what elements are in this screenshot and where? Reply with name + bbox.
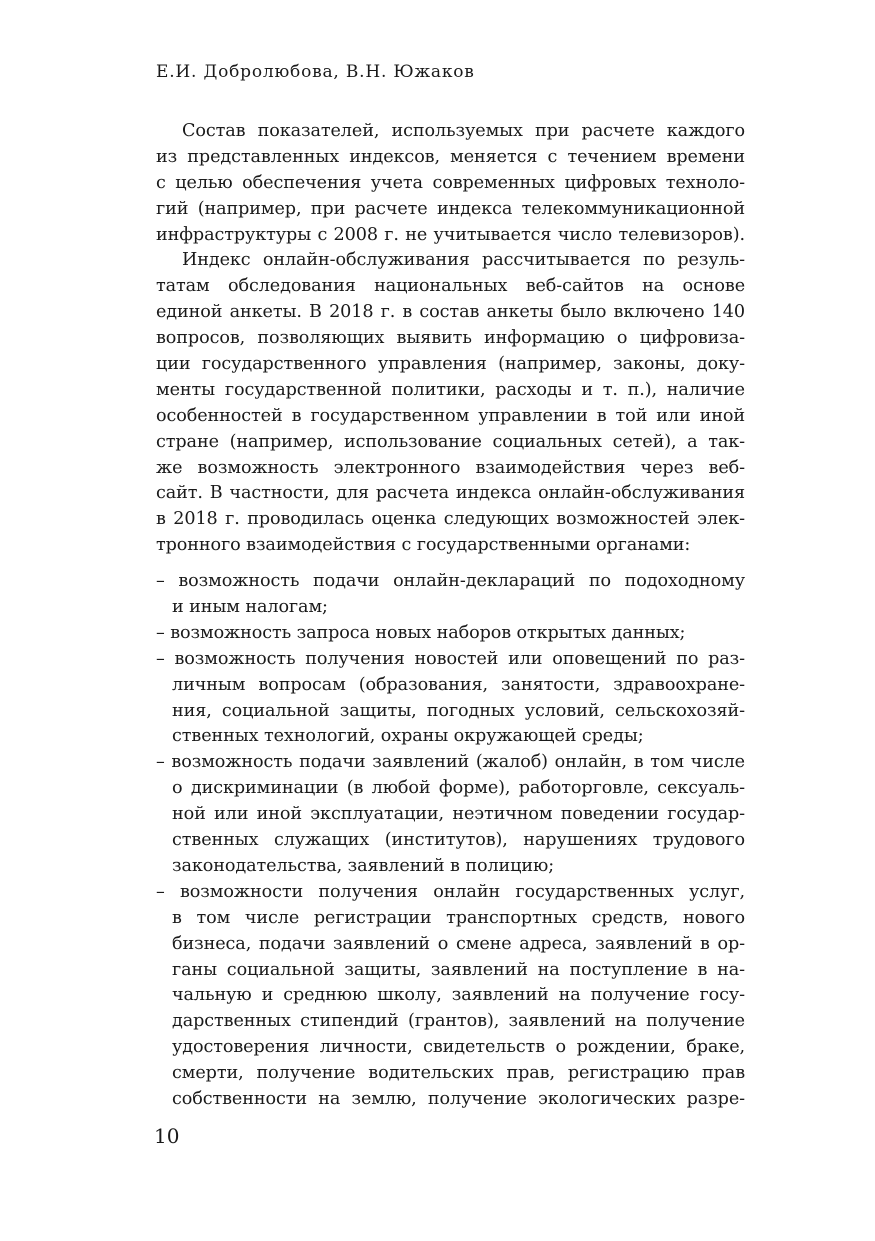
text-line: – возможность подачи заявлений (жалоб) онлайн, в том числе — [156, 752, 745, 773]
text-line: менты государственной политики, расходы и т. п.), наличие — [156, 379, 745, 400]
paragraph-1 — [156, 119, 745, 248]
text-line: ции государственного управления (например, законы, доку- — [156, 354, 745, 375]
paragraph-2 — [156, 248, 745, 559]
list-item — [156, 880, 745, 1113]
text-line: – возможность подачи онлайн-деклараций по подоходному — [156, 571, 745, 592]
text-line: из представленных индексов, меняется с течением времени — [156, 146, 745, 167]
text-line: с целью обеспечения учета современных цифровых техноло- — [156, 172, 745, 193]
body-text — [156, 119, 745, 1113]
text-line: единой анкеты. В 2018 г. в состав анкеты было включено 140 — [156, 302, 745, 323]
list-item — [156, 750, 745, 879]
text-line: ной или иной эксплуатации, неэтичном поведении государ- — [172, 804, 745, 825]
list-item — [156, 569, 745, 621]
text-line: законодательства, заявлений в полицию; — [172, 855, 555, 876]
text-line: удостоверения личности, свидетельств о рождении, браке, — [172, 1037, 745, 1058]
text-line: о дискриминации (в любой форме), работорговле, сексуаль- — [172, 778, 745, 799]
text-line: личным вопросам (образования, занятости, здравоохране- — [172, 674, 745, 695]
text-line: особенностей в государственном управлении в той или иной — [156, 405, 745, 426]
running-head: Е.И. Добролюбова, В.Н. Южаков — [156, 62, 475, 82]
text-line: сайт. В частности, для расчета индекса онлайн-обслуживания — [156, 483, 745, 504]
text-line: ганы социальной защиты, заявлений на поступление в на- — [172, 959, 745, 980]
text-line: татам обследования национальных веб-сайтов на основе — [156, 276, 745, 297]
text-line: бизнеса, подачи заявлений о смене адреса, заявлений в ор- — [172, 933, 745, 954]
list-item — [156, 647, 745, 751]
text-line: гий (например, при расчете индекса телекоммуникационной — [156, 198, 745, 219]
text-line: – возможности получения онлайн государственных услуг, — [156, 881, 745, 902]
page-number: 10 — [154, 1124, 180, 1148]
text-line: тронного взаимодействия с государственными органами: — [156, 535, 691, 556]
text-line: ственных технологий, охраны окружающей среды; — [172, 726, 644, 747]
text-line: ственных служащих (институтов), нарушениях трудового — [172, 830, 745, 851]
text-line: и иным налогам; — [172, 597, 328, 618]
text-line: же возможность электронного взаимодействия через веб- — [156, 457, 745, 478]
text-line: – возможность получения новостей или оповещений по раз- — [156, 648, 745, 669]
text-line: стране (например, использование социальных сетей), а так- — [156, 431, 745, 452]
text-line: Состав показателей, используемых при расчете каждого — [182, 121, 745, 141]
text-line: дарственных стипендий (грантов), заявлений на получение — [172, 1011, 745, 1032]
text-line: чальную и среднюю школу, заявлений на получение госу- — [172, 985, 745, 1006]
text-line: вопросов, позволяющих выявить информацию о цифровиза- — [156, 328, 745, 349]
text-line: ния, социальной защиты, погодных условий, сельскохозяй- — [172, 700, 745, 721]
text-line: – возможность запроса новых наборов открытых данных; — [156, 622, 686, 643]
text-line: в 2018 г. проводилась оценка следующих возможностей элек- — [156, 509, 745, 530]
bullet-list — [156, 569, 745, 1113]
list-item — [156, 621, 745, 647]
text-line: инфраструктуры с 2008 г. не учитывается число телевизоров). — [156, 224, 745, 245]
text-line: Индекс онлайн-обслуживания рассчитывается по резуль- — [182, 250, 745, 271]
text-line: собственности на землю, получение экологических разре- — [172, 1088, 745, 1109]
text-line: в том числе регистрации транспортных средств, нового — [172, 907, 745, 928]
text-line: смерти, получение водительских прав, регистрацию прав — [172, 1063, 745, 1084]
